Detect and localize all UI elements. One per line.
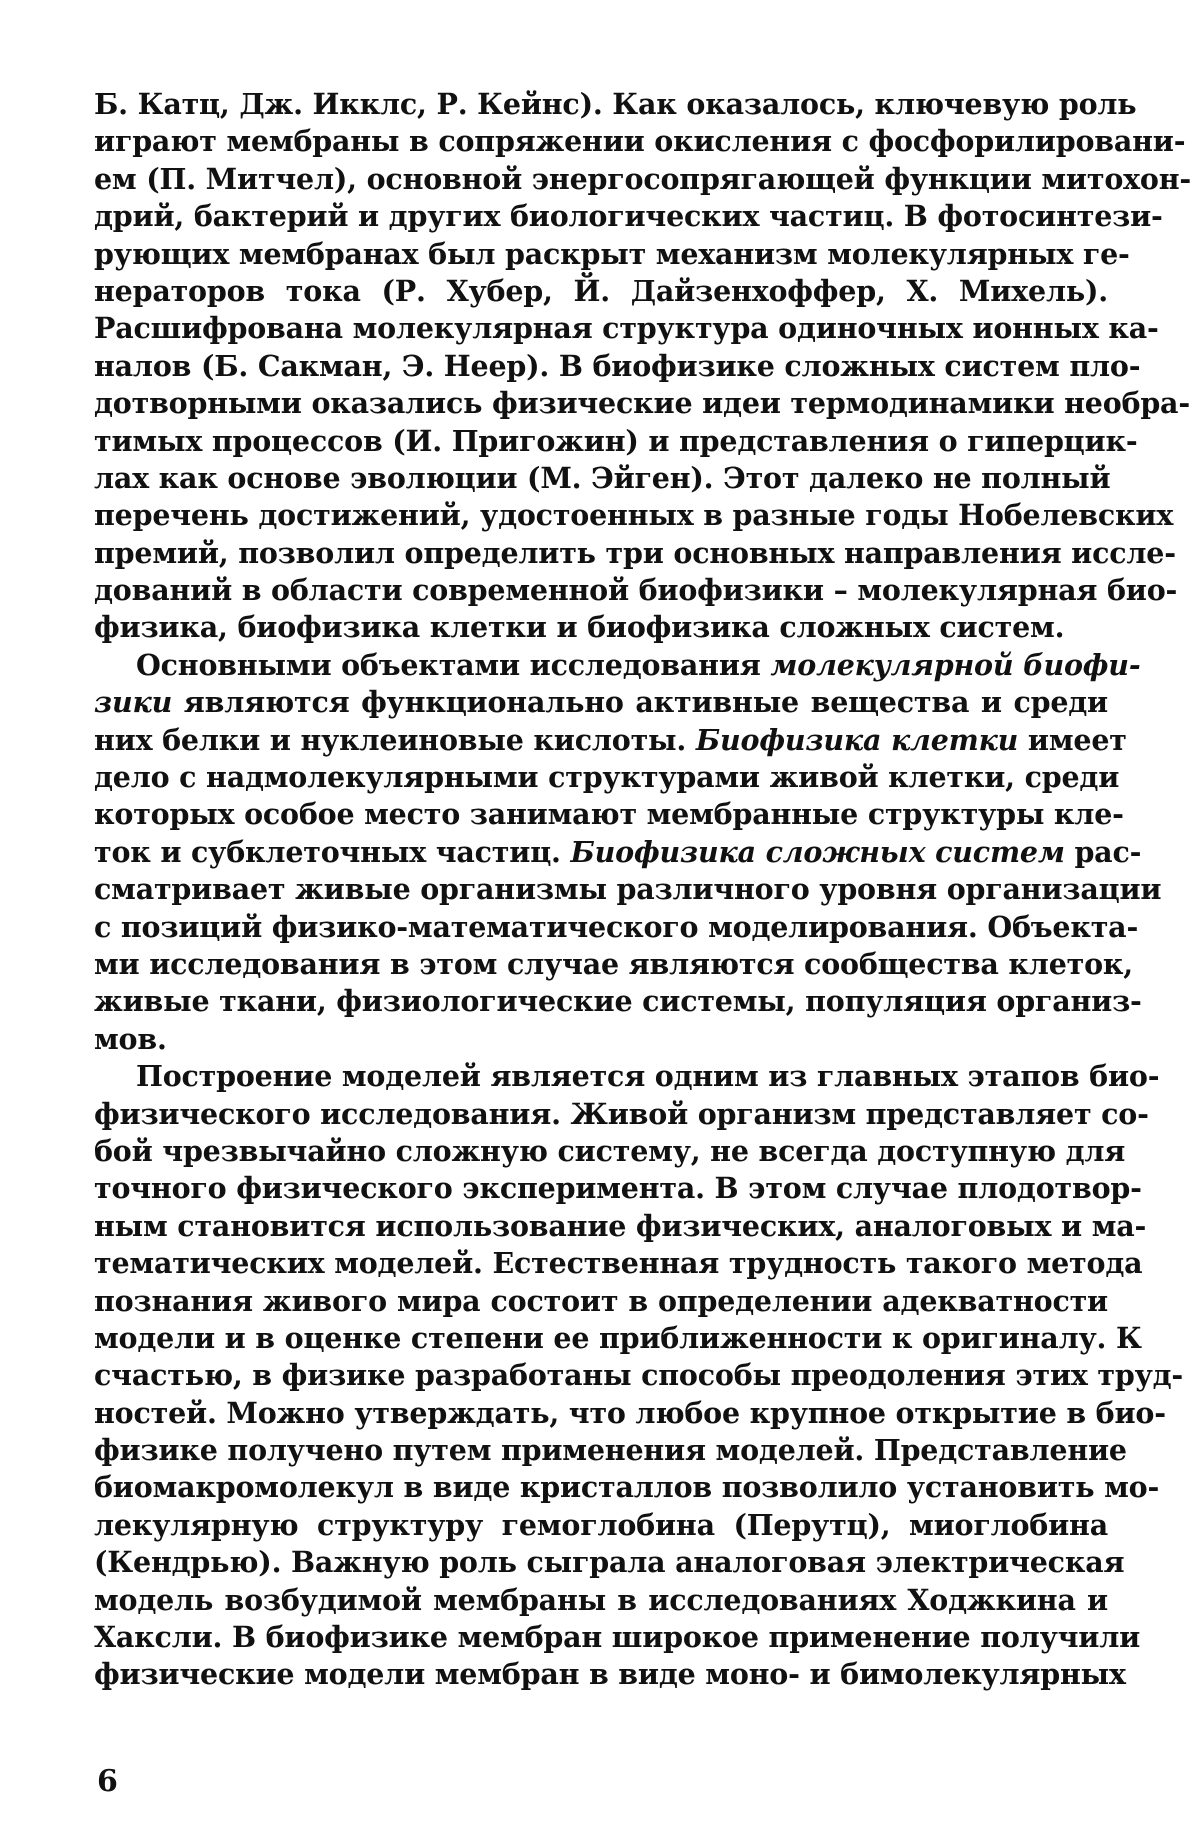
text-line: дрий, бактерий и других биологических частиц. В фотосинтези- (94, 199, 1163, 234)
text-line: точного физического эксперимента. В этом случае плодотвор- (94, 1171, 1142, 1206)
text-line (94, 647, 1141, 684)
text-line: лах как основе эволюции (М. Эйген). Этот далеко не полный (94, 460, 1111, 495)
page-body (94, 86, 1192, 1694)
text-line: (Кендрью). Важную роль сыграла аналоговая электрическая (94, 1545, 1125, 1580)
text-line: перечень достижений, удостоенных в разные годы Нобелевских (94, 498, 1174, 533)
text-line: которых особое место занимают мембранные структуры кле- (94, 797, 1124, 832)
text-line: физические модели мембран в виде моно- и бимолекулярных (94, 1657, 1126, 1692)
text-line: рующих мембранах был раскрыт механизм молекулярных ге- (94, 236, 1130, 271)
text-line: тематических моделей. Естественная трудность такого метода (94, 1246, 1143, 1281)
text-line: модель возбудимой мембраны в исследованиях Ходжкина и (94, 1582, 1108, 1617)
text-line: ностей. Можно утверждать, что любое крупное открытие в био- (94, 1395, 1166, 1430)
text-line: сматривает живые организмы различного уровня организации (94, 872, 1162, 907)
text-line: физика, биофизика клетки и биофизика сложных систем. (94, 610, 1065, 645)
text-line: мов. (94, 1021, 167, 1056)
text-line: бой чрезвычайно сложную систему, не всегда доступную для (94, 1133, 1126, 1168)
text-line: познания живого мира состоит в определении адекватности (94, 1283, 1108, 1318)
page-number: 6 (97, 1764, 118, 1799)
text-line: модели и в оценке степени ее приближенности к оригиналу. К (94, 1320, 1142, 1355)
italic-term: молекулярной биофи- (770, 647, 1141, 682)
text-line: играют мембраны в сопряжении окисления с фосфорилировани- (94, 124, 1186, 159)
text-run: являются функционально активные вещества и среди (172, 685, 1108, 720)
text-line: тимых процессов (И. Пригожин) и представления о гиперцик- (94, 423, 1138, 458)
text-line (94, 722, 1127, 759)
text-line: нераторов тока (Р. Хубер, Й. Дайзенхоффер, Х. Михель). (94, 273, 1108, 308)
text-line: физике получено путем применения моделей. Представление (94, 1433, 1127, 1468)
text-line: ем (П. Митчел), основной энергосопрягающей функции митохон- (94, 161, 1192, 196)
text-run: рас- (1064, 834, 1142, 869)
text-run: Основными объектами исследования (136, 647, 771, 682)
text-line: Б. Катц, Дж. Икклс, Р. Кейнс). Как оказалось, ключевую роль (94, 87, 1137, 121)
italic-term: Биофизика сложных систем (570, 834, 1065, 869)
text-line: лекулярную структуру гемоглобина (Перутц), миоглобина (94, 1507, 1108, 1542)
text-line: живые ткани, физиологические системы, популяция организ- (94, 984, 1142, 1019)
text-line: Расшифрована молекулярная структура одиночных ионных ка- (94, 311, 1159, 346)
text-line: Построение моделей является одним из главных этапов био- (136, 1059, 1160, 1094)
text-line: биомакромолекул в виде кристаллов позволило установить мо- (94, 1470, 1160, 1505)
text-run: ток и субклеточных частиц. (94, 834, 571, 869)
text-run: них белки и нуклеиновые кислоты. (94, 722, 696, 757)
text-line: ми исследования в этом случае являются сообщества клеток, (94, 946, 1133, 981)
text-line: Хаксли. В биофизике мембран широкое применение получили (94, 1620, 1141, 1655)
text-line: дований в области современной биофизики – молекулярная био- (94, 573, 1178, 608)
text-line: налов (Б. Сакман, Э. Неер). В биофизике сложных систем пло- (94, 348, 1141, 383)
text-line: с позиций физико-математического моделирования. Объекта- (94, 909, 1139, 944)
italic-term: зики (94, 685, 173, 720)
text-line: физического исследования. Живой организм представляет со- (94, 1096, 1149, 1131)
text-line: премий, позволил определить три основных направления иссле- (94, 535, 1176, 570)
text-line (94, 684, 1108, 721)
italic-term: Биофизика клетки (695, 722, 1019, 757)
text-line (94, 834, 1142, 871)
text-run: имеет (1018, 722, 1127, 757)
text-line: ным становится использование физических, аналоговых и ма- (94, 1208, 1147, 1243)
text-line: счастью, в физике разработаны способы преодоления этих труд- (94, 1358, 1184, 1393)
text-line: дотворными оказались физические идеи термодинамики необра- (94, 386, 1190, 421)
text-line: дело с надмолекулярными структурами живой клетки, среди (94, 760, 1120, 795)
